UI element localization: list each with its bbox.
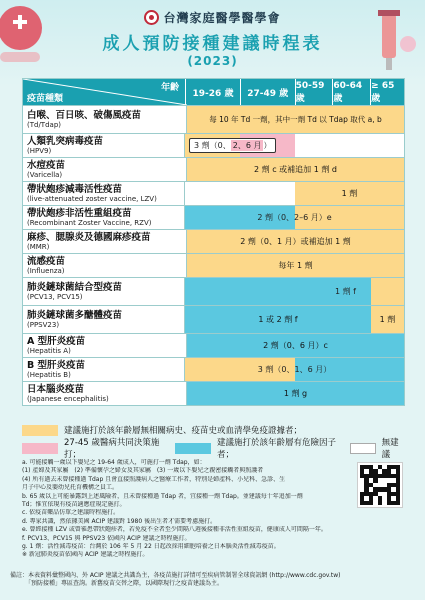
schedule-cells: [185, 358, 404, 381]
society-logo-icon: [144, 10, 159, 25]
footnote-line: f. PCV13、PCV15 與 PPSV23 依國內 ACIP 建議之時程施打。: [22, 534, 191, 542]
vaccine-name-zh: 水痘疫苗: [27, 159, 66, 171]
schedule-bar-recommended: [371, 306, 404, 333]
schedule-bar-none: [185, 182, 295, 205]
schedule-text-end: ）: [263, 141, 272, 150]
age-header-19-26: 19-26 歲: [186, 79, 241, 105]
table-row: [23, 229, 404, 253]
vaccine-name-en: (Td/Tdap): [27, 120, 61, 129]
table-row: [23, 157, 404, 181]
footnote-line: c. 依疫苗藥品仿單之建議時程施打。: [22, 509, 120, 517]
corner-age-label: 年齡: [161, 83, 180, 93]
footnote-line: (4) 所有過去未曾接種過 Tdap 且會直接照護病人之醫療工作者，特別是婦產科、小兒科、急診、生: [22, 475, 286, 483]
qr-code-icon[interactable]: [357, 462, 403, 508]
vaccine-name-cell: [23, 182, 185, 205]
schedule-bar-none: [295, 134, 404, 157]
vaccine-name-zh: 帶狀皰疹非活性重組疫苗: [27, 207, 132, 219]
schedule-label: [189, 138, 276, 153]
table-row: [23, 133, 404, 157]
age-header-60-64: 60-64 歲: [333, 79, 371, 105]
vaccine-name-en: (HPV9): [27, 146, 52, 155]
schedule-text: 2 劑（0、6 月）c: [263, 341, 328, 350]
table-header: [23, 79, 404, 105]
schedule-bar-risk: [187, 334, 404, 357]
legend-label: 27-45 歲醫病共同決策施打；: [64, 438, 160, 460]
schedule-text: 1 劑 g: [283, 389, 308, 398]
vaccine-name-cell: [23, 306, 185, 333]
footnote-line: b. 65 歲以上可能暴露到上述風險者，且未曾接種過 Tdap 者，宜接種一劑 Tdap。並建議每十年追加一劑: [22, 492, 303, 500]
legend-item-recommended: [22, 423, 405, 437]
vaccine-name-cell: [23, 158, 187, 181]
vaccine-name-cell: [23, 358, 185, 381]
schedule-text: 3 劑（0、: [194, 141, 231, 150]
schedule-bar-recommended: [187, 158, 404, 181]
vaccine-name-en: (live-attenuated zoster vaccine, LZV): [27, 194, 157, 203]
schedule-cells: [187, 106, 404, 133]
footnote-line: d. 專家共識，然依據美國 ACIP 建議對 1980 後出生者才需要考慮施打。: [22, 517, 217, 525]
schedule-text: 2 劑（0、2–6 月）e: [257, 213, 332, 222]
schedule-cells: [185, 278, 404, 305]
schedule-text-right: 1 劑: [379, 315, 396, 324]
vaccine-name-en: (Hepatitis B): [27, 370, 71, 379]
footer-line: 「預防接種」專區查詢。新舊疫苗交替之際，以國際現行之疫苗建議為主。: [10, 580, 224, 588]
schedule-cells: [187, 382, 404, 405]
legend-row-2: [22, 438, 405, 460]
legend-label: 建議施打於該年齡層有危險因子者；: [217, 438, 337, 460]
vaccine-name-zh: 肺炎鏈球菌多醣體疫苗: [27, 309, 123, 321]
schedule-bar-recommended: [295, 182, 404, 205]
schedule-text: 每 10 年 Td 一劑，其中一劑 Td 以 Tdap 取代 a, b: [209, 115, 382, 124]
legend-swatch-white: [350, 443, 376, 454]
vaccine-name-zh: B 型肝炎疫苗: [27, 359, 86, 371]
age-header-27-49: 27-49 歲: [241, 79, 296, 105]
table-row: [23, 253, 404, 277]
legend-swatch-pink: [22, 443, 58, 454]
legend: [22, 423, 405, 459]
footnote-line: ※ 新冠肺炎疫苗依國內 ACIP 建議之時程施打。: [22, 551, 149, 559]
schedule-text: 1 劑: [341, 189, 358, 198]
vaccine-name-zh: 肺炎鏈球菌結合型疫苗: [27, 281, 123, 293]
vaccine-name-zh: 流感疫苗: [27, 255, 66, 267]
vaccine-name-zh: 帶狀皰疹減毒活性疫苗: [27, 183, 123, 195]
legend-swatch-blue: [175, 443, 211, 454]
schedule-bar-risk: [185, 306, 371, 333]
schedule-cells: [187, 158, 404, 181]
footer-note: [10, 572, 420, 589]
vaccine-name-en: (MMR): [27, 242, 50, 251]
vaccine-name-en: (PCV13, PCV15): [27, 292, 83, 301]
schedule-cells: [185, 306, 404, 333]
vaccine-name-zh: 麻疹、腮腺炎及德國麻疹疫苗: [27, 231, 151, 243]
schedule-bar-recommended: [371, 278, 404, 305]
vaccine-name-cell: [23, 254, 187, 277]
vaccine-name-en: (Hepatitis A): [27, 346, 71, 355]
qr-module: [396, 501, 400, 505]
vaccine-name-zh: 白喉、百日咳、破傷風疫苗: [27, 109, 142, 121]
schedule-bar-recommended: [187, 254, 404, 277]
age-header-50-59: 50-59 歲: [296, 79, 334, 105]
table-row: [23, 181, 404, 205]
vaccine-name-cell: [23, 382, 187, 405]
schedule-cells: [187, 230, 404, 253]
schedule-cells: [185, 206, 404, 229]
footnote-line: g. 1 劑：活性減毒疫苗：台灣於 106 年 5 月 22 日起改採用細胞培養之日本腦炎活性減毒疫苗。: [22, 543, 280, 551]
schedule-text-highlight: 2、6 月: [232, 141, 262, 150]
vaccine-name-en: (Recombinant Zoster Vaccine, RZV): [27, 218, 152, 227]
table-row: [23, 333, 404, 357]
page-title: 成人預防接種建議時程表: [102, 34, 323, 54]
vaccine-name-en: (PPSV23): [27, 320, 60, 329]
table-row: [23, 205, 404, 229]
vaccine-name-zh: 日本腦炎疫苗: [27, 383, 85, 395]
footnote-line: e. 曾經接種 LZV 或曾罹患帶狀皰疹者，若免疫不全者至少間隔八週後接種非活性重組疫苗，健康成人可間隔一年。: [22, 526, 327, 534]
organization-name: 台灣家庭醫學醫學會: [163, 10, 281, 25]
schedule-cells: [187, 334, 404, 357]
schedule-text: 每年 1 劑: [278, 261, 313, 270]
vaccine-name-zh: A 型肝炎疫苗: [27, 335, 86, 347]
schedule-cells: [185, 134, 404, 157]
schedule-text: 1 劑 f: [335, 287, 356, 296]
vaccine-name-en: (Japanese encephalitis): [27, 394, 109, 403]
table-row: [23, 105, 404, 133]
vaccine-name-cell: [23, 206, 185, 229]
schedule-text: 2 劑 c 或補追加 1 劑 d: [254, 165, 337, 174]
schedule-bar-recommended: [187, 106, 404, 133]
table-row: [23, 277, 404, 305]
table-row: [23, 381, 404, 405]
schedule-cells: [185, 182, 404, 205]
table-corner-cell: [23, 79, 186, 105]
schedule-text: 3 劑（0、1、6 月）: [257, 365, 332, 374]
footer-line: 備註：本表資料彙整國內、外 ACIP 建議之共識為主，各疫苗施打詳情可至疾病管制署全球資訊網 (http://www.cdc.gov.tw): [10, 572, 341, 579]
vaccine-name-cell: [23, 134, 185, 157]
schedule-bar-recommended: [187, 230, 404, 253]
page-header: [0, 8, 425, 68]
vaccine-name-cell: [23, 334, 187, 357]
vaccine-name-cell: [23, 230, 187, 253]
table-row: [23, 305, 404, 333]
schedule-table: [22, 78, 405, 406]
vaccine-name-en: (Influenza): [27, 266, 65, 275]
schedule-cells: [187, 254, 404, 277]
table-row: [23, 357, 404, 381]
schedule-text: 2 劑（0、1 月）或補追加 1 劑: [240, 237, 351, 246]
legend-label: 建議施打於該年齡層無相關病史、疫苗史或血清學免疫證據者；: [64, 426, 303, 436]
schedule-bar-risk: [187, 382, 404, 405]
qr-code-pattern: [360, 465, 400, 505]
vaccine-name-en: (Varicella): [27, 170, 63, 179]
age-header-65-plus: ≥ 65 歲: [371, 80, 395, 104]
footnote-line: Td；惟宜依現有疫苗適應症規定施打。: [22, 501, 126, 509]
schedule-text-left: 1 或 2 劑 f: [258, 315, 298, 324]
footnote-line: a. 可能接觸一歲以下嬰兒之 19-64 歲成人，可施打一劑 Tdap，如：: [22, 459, 206, 466]
vaccine-name-cell: [23, 106, 187, 133]
footnotes: [22, 459, 352, 560]
corner-vaccine-label: 疫苗種類: [27, 94, 64, 104]
vaccine-name-cell: [23, 278, 185, 305]
footnote-line: (1) 產婦及其家屬 (2) 準備懷孕之婦女及其家屬 (3) 一歲以下嬰兒之親密接觸者與照護者: [22, 467, 264, 475]
legend-label: 無建議: [381, 438, 399, 460]
page-year: (2023): [187, 54, 238, 68]
vaccine-name-zh: 人類乳突病毒疫苗: [27, 135, 104, 147]
legend-swatch-yellow: [22, 425, 58, 436]
footnote-line: 月子中心及嬰幼兒托育機構之員工。: [22, 484, 119, 492]
